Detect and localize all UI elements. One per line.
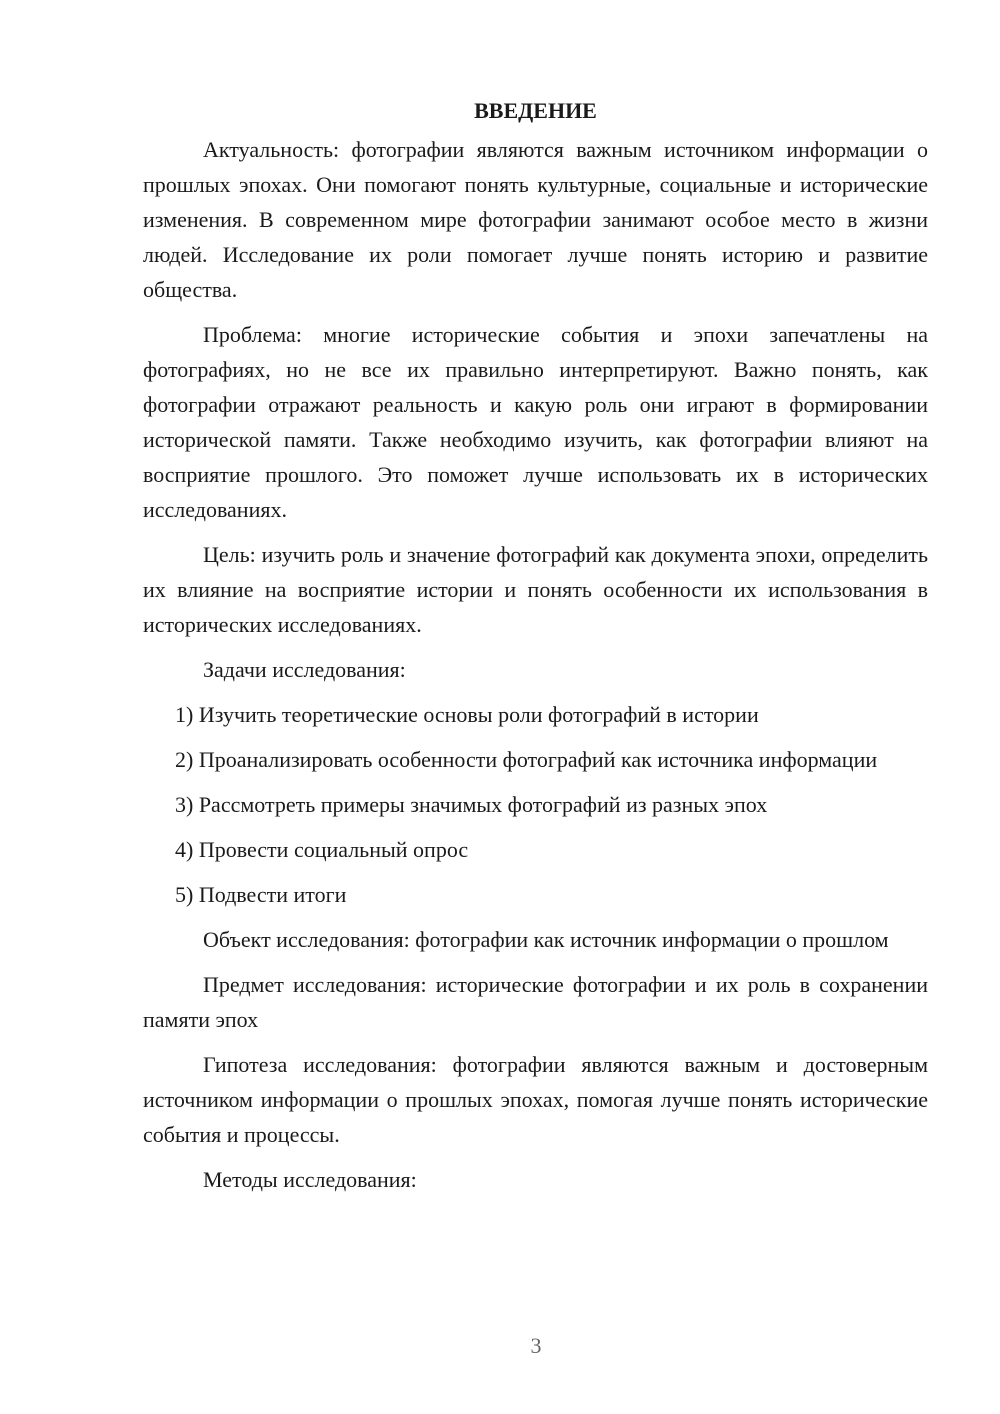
goal-paragraph: Цель: изучить роль и значение фотографий как документа эпохи, определить их влияние на восприятие истории и понять особенности их использования в исторических исследованиях.: [143, 542, 928, 637]
problem-paragraph: Проблема: многие исторические события и эпохи запечатлены на фотографиях, но не все их правильно интерпретируют. Важно понять, как фотографии отражают реальность и какую роль они играют в формировании исторической памяти. Также необходимо изучить, как фотографии влияют на восприятие прошлого. Это поможет лучше использовать их в исторических исследованиях.: [143, 322, 928, 522]
subject-paragraph: Предмет исследования: исторические фотографии и их роль в сохранении памяти эпох: [143, 972, 928, 1032]
task-item-5: 5) Подвести итоги: [175, 882, 347, 907]
page-title: ВВЕДЕНИЕ: [474, 98, 597, 123]
page-number: 3: [530, 1333, 542, 1358]
hypothesis-paragraph: Гипотеза исследования: фотографии являются важным и достоверным источником информации о прошлых эпохах, помогая лучше понять исторические события и процессы.: [143, 1052, 928, 1147]
task-item-4: 4) Провести социальный опрос: [175, 837, 469, 862]
document-page: [143, 96, 928, 1207]
tasks-heading: Задачи исследования:: [203, 657, 406, 682]
object-paragraph: Объект исследования: фотографии как источник информации о прошлом: [203, 927, 889, 952]
relevance-paragraph: Актуальность: фотографии являются важным источником информации о прошлых эпохах. Они помогают понять культурные, социальные и исторические изменения. В современном мире фотографии занимают особое место в жизни людей. Исследование их роли помогает лучше понять историю и развитие общества.: [143, 137, 928, 302]
task-item-3: 3) Рассмотреть примеры значимых фотографий из разных эпох: [175, 792, 768, 817]
task-item-2: 2) Проанализировать особенности фотографий как источника информации: [175, 747, 878, 772]
task-item-1: 1) Изучить теоретические основы роли фотографий в истории: [175, 702, 759, 727]
methods-heading: Методы исследования:: [203, 1167, 417, 1192]
